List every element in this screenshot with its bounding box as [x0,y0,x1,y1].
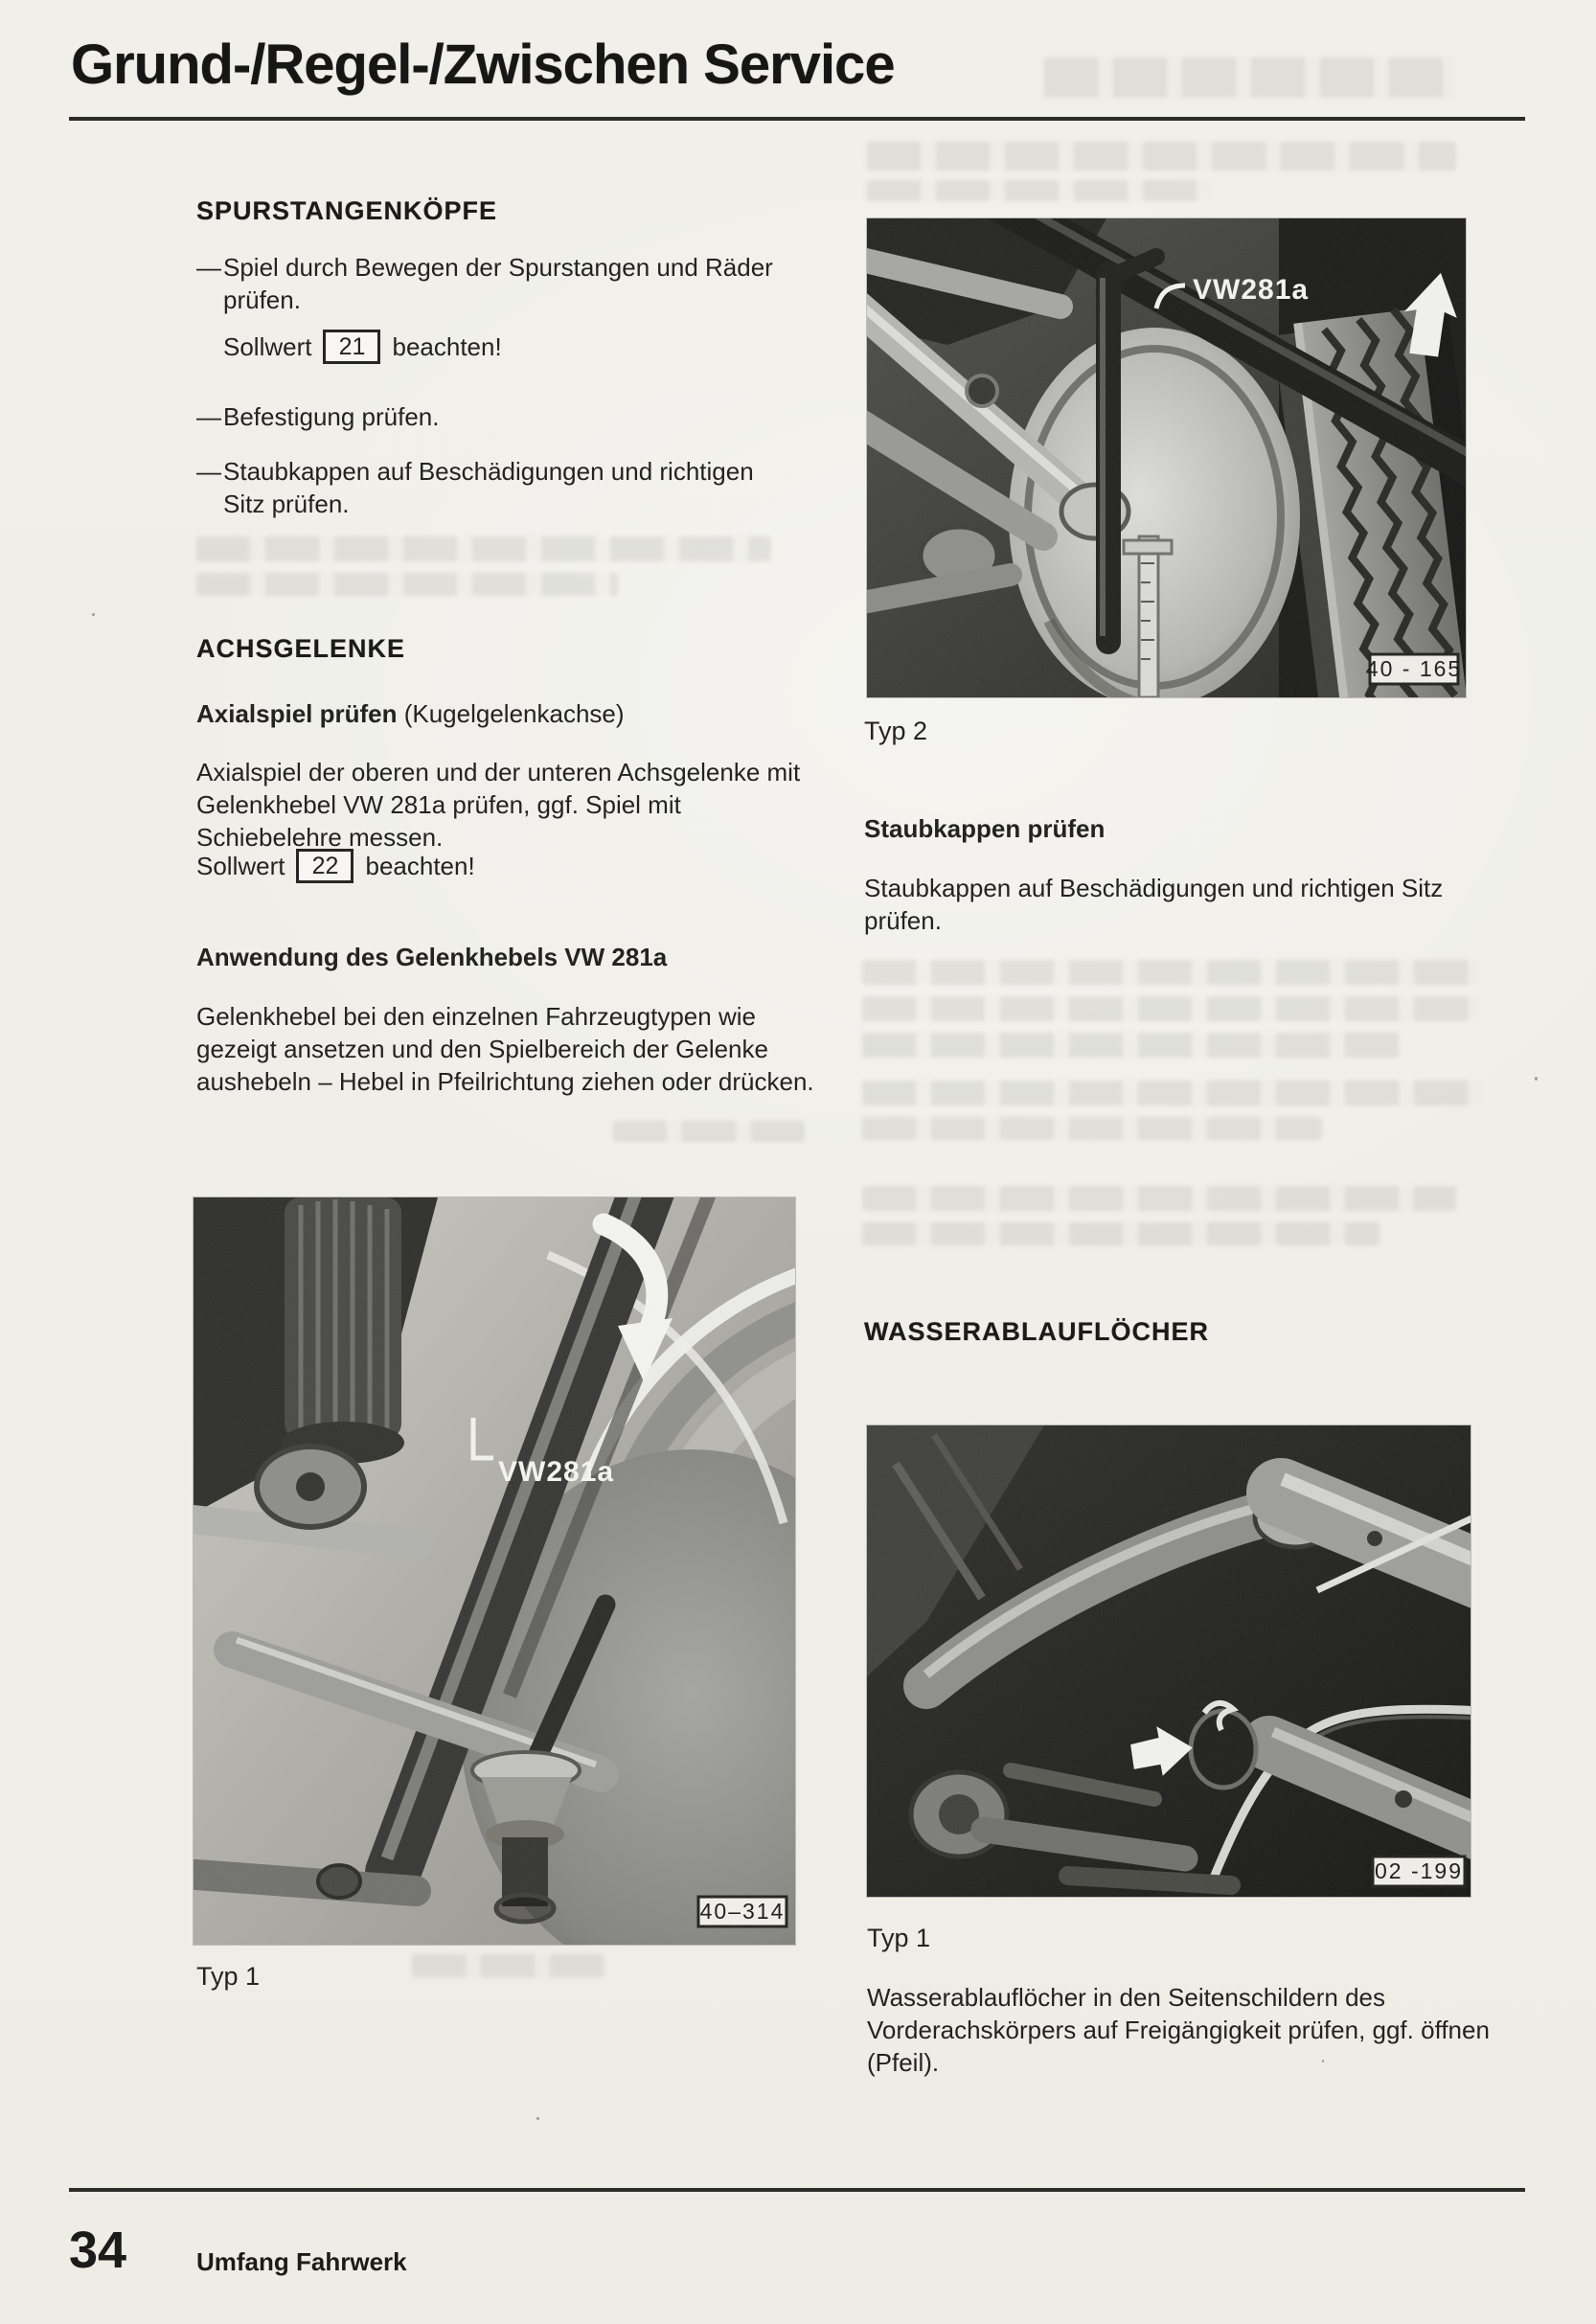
sollwert-post: beachten! [392,331,502,361]
scan-artifact [613,1121,805,1142]
scan-artifact [1044,57,1456,98]
list-item-text: Befestigung prüfen. [223,402,440,431]
scan-artifact [862,1117,1322,1140]
dash-bullet: — [196,402,221,431]
page-number: 34 [69,2221,127,2279]
sollwert-pre: Sollwert [196,851,285,880]
subheading-rest: (Kugelgelenkachse) [397,699,625,728]
paragraph-gelenkhebel: Gelenkhebel bei den einzelnen Fahrzeugtypen wie gezeigt ansetzen und den Spielbereich der Gelenke aushebeln – Hebel in Pfeilrichtung ziehen oder drücken. [196,1002,814,1096]
subheading-axialspiel [196,697,814,730]
scan-artifact [862,1033,1399,1058]
scan-artifact [196,573,618,596]
section-heading-wasserablaufloecher: WASSERABLAUFLÖCHER [864,1317,1209,1346]
scan-artifact [196,536,771,561]
photo-typ1-wasserablauf [867,1425,1471,1897]
header-rule [69,117,1525,121]
photo-typ2-spurstange [867,218,1466,697]
list-item [196,251,790,316]
subheading-bold: Axialspiel prüfen [196,699,398,728]
paragraph-staubkappen: Staubkappen auf Beschädigungen und richtigen Sitz prüfen. [864,874,1444,935]
scan-artifact [862,1186,1456,1211]
section-heading-spurstangenkoepfe: SPURSTANGENKÖPFE [196,196,498,225]
paragraph-axialspiel: Axialspiel der oberen und der unteren Achsgelenke mit Gelenkhebel VW 281a prüfen, ggf. Spiel mit Schiebelehre messen. [196,758,801,852]
scan-artifact [862,960,1480,985]
subheading-staubkappen: Staubkappen prüfen [864,814,1106,843]
scan-artifact [862,1081,1480,1105]
list-item [196,400,790,433]
dash-bullet: — [196,253,221,282]
list-item [196,455,790,520]
subheading-anwendung: Anwendung des Gelenkhebels VW 281a [196,943,668,971]
photo-wasserablauf-illustration [867,1425,1471,1897]
sollwert-post: beachten! [365,851,475,880]
scan-artifact [867,180,1212,201]
footer-section-label: Umfang Fahrwerk [196,2247,407,2276]
footer-rule [69,2188,1525,2192]
photo-caption-typ1-right: Typ 1 [867,1924,931,1952]
sollwert-row [223,330,502,364]
scan-artifact [862,1222,1379,1245]
scan-artifact [862,996,1480,1021]
photo-typ1-gelenkhebel [194,1197,795,1945]
dash-bullet: — [196,457,221,486]
photo-caption-typ2: Typ 2 [864,717,928,745]
scan-artifact [412,1954,604,1977]
list-item-text: Spiel durch Bewegen der Spurstangen und Räder prüfen. [223,253,773,314]
sollwert-row [196,849,475,883]
list-item-text: Staubkappen auf Beschädigungen und richtigen Sitz prüfen. [223,457,754,518]
sollwert-value-box: 21 [323,330,380,364]
photo-caption-typ1-left: Typ 1 [196,1962,261,1991]
sollwert-pre: Sollwert [223,331,312,361]
photo-typ2-illustration [867,218,1466,697]
scan-artifact [867,142,1456,171]
paragraph-wasserablauf: Wasserablauflöcher in den Seitenschildern des Vorderachskörpers auf Freigängigkeit prüfen, ggf. öffnen (Pfeil). [867,1983,1490,2077]
page-title: Grund-/Regel-/Zwischen Service [71,34,895,96]
section-heading-achsgelenke: ACHSGELENKE [196,634,406,663]
photo-typ1-illustration [194,1197,795,1945]
sollwert-value-box: 22 [296,849,353,883]
